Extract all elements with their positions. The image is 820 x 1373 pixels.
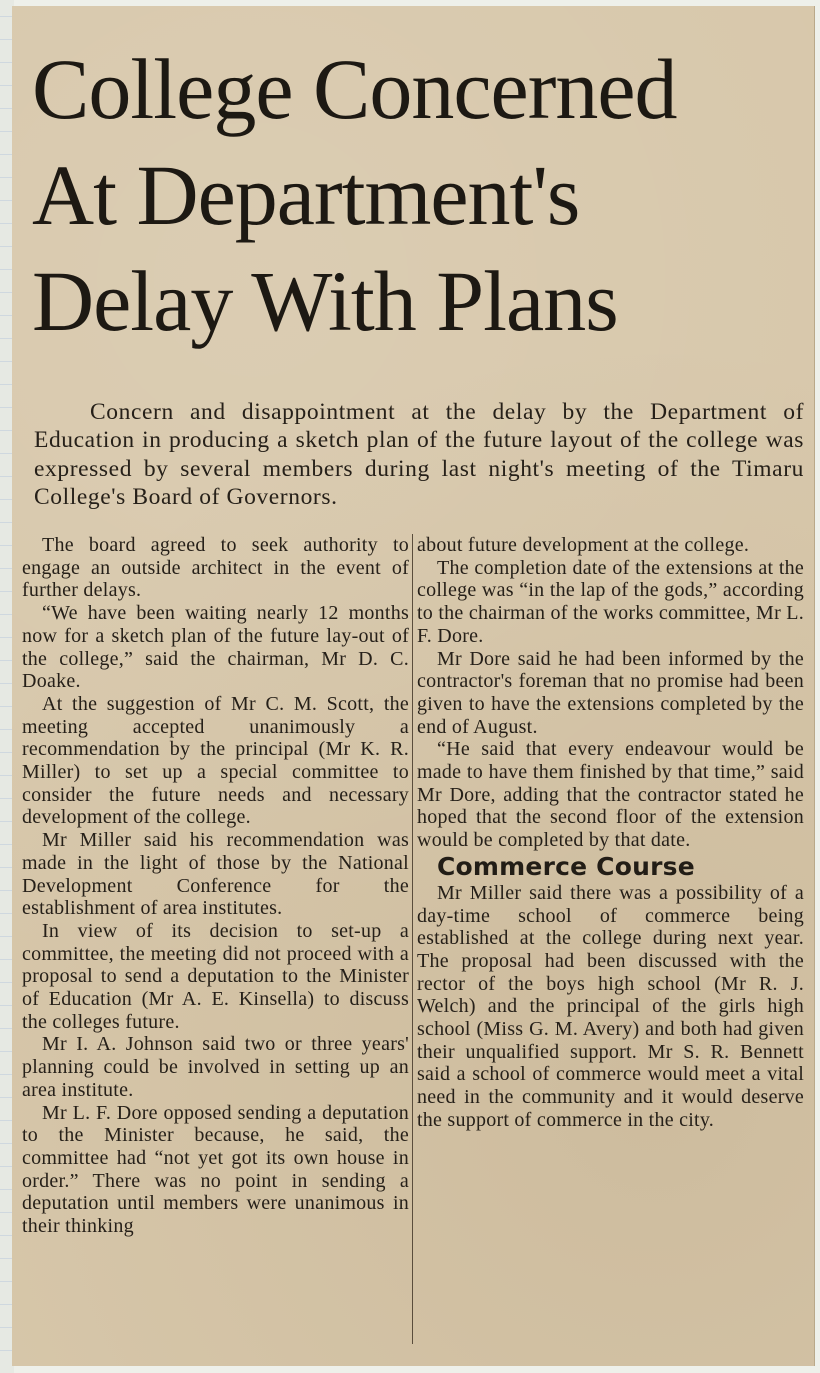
column-divider bbox=[412, 534, 413, 1344]
article-column-right bbox=[417, 534, 804, 1132]
body-paragraph: The completion date of the extensions at the college was “in the lap of the gods,” according to the chairman of the works committee, Mr L. F. Dore. bbox=[417, 556, 804, 647]
body-paragraph: Mr Dore said he had been informed by the contractor's foreman that no promise had been given to have the extensions completed by the end of August. bbox=[417, 647, 804, 738]
body-paragraph: Mr Miller said there was a possibility of a day-time school of commerce being established at the college during next year. The proposal had been discussed with the rector of the boys high school (Mr R. J. Welch) and the principal of the girls high school (Miss G. M. Avery) and both had given their unqualified support. Mr S. R. Bennett said a school of commerce would meet a vital need in the community and it would deserve the support of commerce in the city. bbox=[417, 881, 804, 1131]
body-paragraph: At the suggestion of Mr C. M. Scott, the meeting accepted unanimously a recommendation by the principal (Mr K. R. Miller) to set up a special committee to consider the future needs and necessary development of the college. bbox=[22, 692, 409, 829]
newspaper-clipping bbox=[12, 6, 815, 1366]
headline-line: At Department's bbox=[32, 147, 580, 243]
body-paragraph: “We have been waiting nearly 12 months now for a sketch plan of the future lay-out of the college,” said the chairman, Mr D. C. Doake. bbox=[22, 602, 409, 693]
body-paragraph: “He said that every endeavour would be made to have them finished by that time,” said Mr Dore, adding that the contractor stated he hoped that the second floor of the extension would be completed by that date. bbox=[417, 738, 804, 852]
article-column-left bbox=[22, 534, 409, 1238]
body-paragraph: Mr Miller said his recommendation was made in the light of those by the National Development Conference for the establishment of area institutes. bbox=[22, 829, 409, 920]
body-paragraph: Mr I. A. Johnson said two or three years' planning could be involved in setting up an area institute. bbox=[22, 1033, 409, 1101]
headline-line: College Concerned bbox=[32, 41, 677, 137]
body-paragraph: In view of its decision to set-up a committee, the meeting did not proceed with a proposal to send a deputation to the Minister of Education (Mr A. E. Kinsella) to discuss the colleges future. bbox=[22, 919, 409, 1033]
headline bbox=[32, 36, 812, 354]
body-paragraph: Mr L. F. Dore opposed sending a deputation to the Minister because, he said, the committee had “not yet got its own house in order.” There was no point in sending a deputation until members were unanimous in their thinking bbox=[22, 1101, 409, 1238]
headline-line: Delay With Plans bbox=[32, 253, 618, 349]
body-paragraph-continuation: about future development at the college. bbox=[417, 534, 750, 556]
subheading: Commerce Course bbox=[437, 851, 695, 881]
body-paragraph: The board agreed to seek authority to engage an outside architect in the event of further delays. bbox=[22, 534, 409, 602]
lede-paragraph: Concern and disappointment at the delay by the Department of Education in producing a sketch plan of the future layout of the college was expressed by several members during last night's meeting of the Timaru College's Board of Governors. bbox=[34, 398, 804, 511]
